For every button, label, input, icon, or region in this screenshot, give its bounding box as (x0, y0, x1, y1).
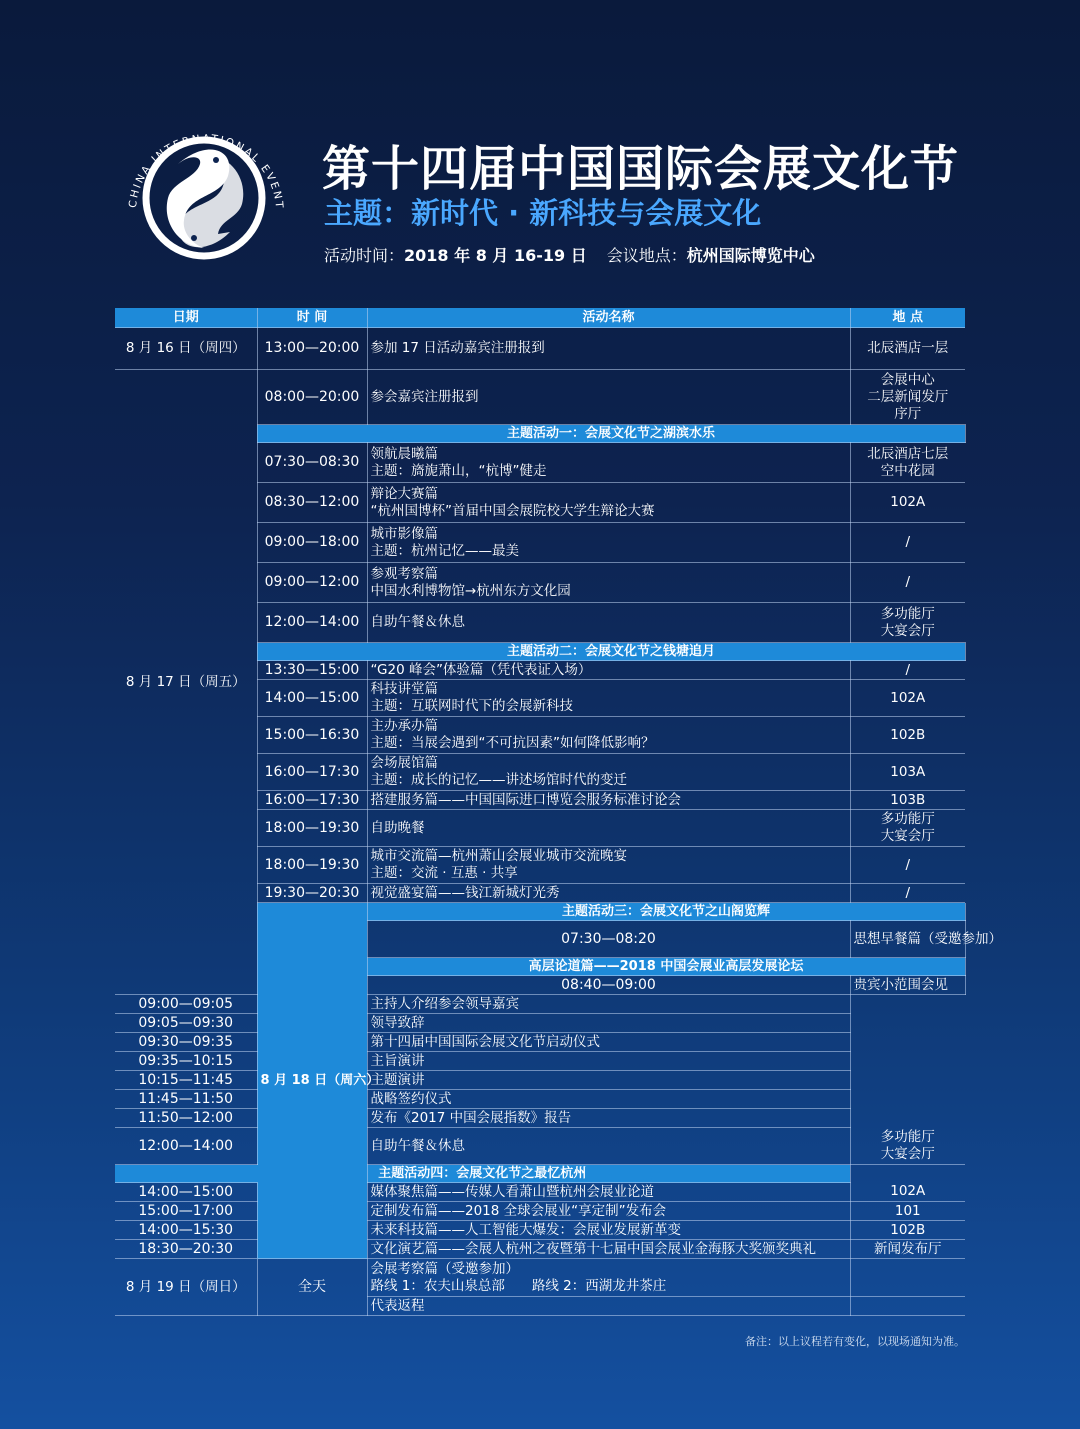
activity-cell (367, 1090, 850, 1109)
location-cell (850, 523, 965, 563)
table-row (115, 1033, 965, 1052)
activity-cell (367, 1014, 850, 1033)
time-cell: 13:30—15:00 (257, 661, 367, 680)
location-line: / (905, 856, 911, 873)
location-cell (850, 563, 965, 603)
activity-title: 领导致辞 (370, 1014, 425, 1031)
location-line: / (905, 534, 911, 550)
location-cell (850, 1183, 965, 1202)
time-value: 2018 年 8 月 16-19 日 (404, 246, 587, 265)
location-line: 大宴会厅 (880, 1145, 935, 1162)
theme-title: 主题活动二：会展文化节之钱塘追月 (257, 643, 965, 661)
table-row (115, 1052, 965, 1071)
location-line: 二层新闻发厅 (867, 388, 949, 405)
activity-title: 视觉盛宴篇——钱江新城灯光秀 (370, 884, 560, 901)
activity-detail: 主题：杭州记忆——最美 (370, 542, 519, 559)
activity-cell (367, 847, 850, 884)
table-row (115, 1240, 965, 1259)
activity-title: 参加 17 日活动嘉宾注册报到 (370, 340, 545, 356)
date-cell: 8 月 17 日（周五） (115, 370, 257, 995)
footnote: 备注：以上议程若有变化，以现场通知为准。 (745, 1335, 965, 1348)
activity-title: 发布《2017 中国会展指数》报告 (370, 1109, 572, 1126)
activity-title: 文化演艺篇——会展人杭州之夜暨第十七届中国会展业金海豚大奖颁奖典礼 (370, 1240, 816, 1257)
location-cell (850, 847, 965, 884)
activity-cell (367, 523, 850, 563)
location-cell (850, 1297, 965, 1316)
location-cell (850, 603, 965, 643)
activity-cell (367, 995, 850, 1014)
time-cell: 16:00—17:30 (257, 791, 367, 810)
theme-title: 主题活动一：会展文化节之湖滨水乐 (257, 425, 965, 443)
activity-title: 会场展馆篇 (370, 755, 438, 771)
location-cell (850, 810, 965, 847)
time-cell: 18:00—19:30 (257, 810, 367, 847)
location-cell (850, 443, 965, 483)
activity-cell (367, 563, 850, 603)
column-header-time: 时 间 (257, 308, 367, 328)
event-subtitle: 主题：新时代 · 新科技与会展文化 (324, 196, 762, 230)
table-row (115, 1183, 965, 1202)
activity-detail: 主题：交流 · 互惠 · 共享 (370, 865, 518, 881)
location-cell (850, 483, 965, 523)
location-line: 大宴会厅 (880, 828, 935, 844)
time-cell: 18:30—20:30 (115, 1240, 257, 1259)
location-cell (850, 680, 965, 717)
venue-label: 会议地点： (606, 246, 687, 265)
time-cell: 14:00—15:30 (115, 1221, 257, 1240)
activity-title: 代表返程 (370, 1297, 425, 1314)
column-header-location: 地 点 (850, 308, 965, 328)
event-info-line (324, 243, 815, 266)
date-cell: 8 月 16 日（周四） (115, 328, 257, 370)
activity-title: 参观考察篇 (370, 565, 438, 582)
activity-title: 思想早餐篇（受邀参加） (853, 930, 1002, 947)
activity-title: 战略签约仪式 (370, 1090, 452, 1107)
activity-cell (367, 1128, 850, 1165)
festival-logo (108, 98, 298, 288)
activity-cell (850, 921, 1002, 958)
location-line: 102B (890, 726, 926, 743)
activity-cell (367, 1221, 850, 1240)
time-cell: 07:30—08:30 (257, 443, 367, 483)
table-row (115, 1221, 965, 1240)
activity-title: 城市影像篇 (370, 525, 438, 542)
activity-cell (367, 443, 850, 483)
time-cell: 07:30—08:20 (367, 921, 850, 958)
theme-title: 主题活动三：会展文化节之山阁览辉 (367, 903, 965, 921)
activity-title: 主办承办篇 (370, 718, 438, 734)
location-line: 101 (894, 1202, 921, 1219)
activity-cell (367, 328, 850, 370)
activity-detail: “杭州国博杯”首届中国会展院校大学生辩论大赛 (370, 502, 655, 519)
activity-title: 自助午餐＆休息 (370, 614, 465, 630)
activity-cell (367, 1259, 850, 1297)
table-row (115, 1259, 965, 1297)
location-cell (850, 1221, 965, 1240)
activity-title: 未来科技篇——人工智能大爆发：会展业发展新革变 (370, 1221, 681, 1238)
table-row (115, 1109, 965, 1128)
activity-title: 领航晨曦篇 (370, 445, 438, 462)
activity-detail: 主题：旖旎萧山，“杭博”健走 (370, 462, 547, 479)
date-cell: 8 月 18 日（周六） (257, 903, 367, 1259)
activity-cell (367, 717, 850, 754)
activity-cell (367, 791, 850, 810)
activity-title: 自助晚餐 (370, 819, 425, 836)
table-row (115, 1071, 965, 1090)
time-label: 活动时间： (324, 246, 405, 265)
activity-cell (367, 1052, 850, 1071)
activity-title: 辩论大赛篇 (370, 485, 438, 502)
location-cell (850, 754, 965, 791)
time-cell: 09:00—12:00 (257, 563, 367, 603)
location-line: 102A (890, 1183, 926, 1200)
location-cell (850, 884, 965, 903)
time-cell: 全天 (257, 1259, 367, 1316)
time-cell: 14:00—15:00 (115, 1183, 257, 1202)
time-cell: 09:30—09:35 (115, 1033, 257, 1052)
time-cell: 09:00—18:00 (257, 523, 367, 563)
time-cell: 19:30—20:30 (257, 884, 367, 903)
activity-detail: 主题：当展会遇到“不可抗因素”如何降低影响？ (370, 735, 655, 751)
activity-cell (367, 680, 850, 717)
location-cell (850, 1202, 965, 1221)
activity-title: “G20 峰会”体验篇（凭代表证入场） (370, 661, 592, 678)
location-cell (850, 370, 965, 425)
time-cell: 14:00—15:00 (257, 680, 367, 717)
location-cell (850, 1240, 965, 1259)
time-cell: 11:50—12:00 (115, 1109, 257, 1128)
activity-cell (367, 603, 850, 643)
location-cell (850, 791, 965, 810)
time-cell: 13:00—20:00 (257, 328, 367, 370)
table-row (115, 1128, 965, 1165)
location-line: 102A (890, 494, 926, 510)
table-row (115, 1202, 965, 1221)
table-row (115, 328, 965, 370)
table-row (115, 370, 965, 425)
location-line: / (905, 884, 911, 901)
time-cell: 16:00—17:30 (257, 754, 367, 791)
location-line: / (905, 574, 911, 590)
activity-cell (367, 483, 850, 523)
table-row (115, 995, 965, 1014)
column-header-date: 日期 (115, 308, 257, 328)
activity-title: 搭建服务篇——中国国际进口博览会服务标准讨论会 (370, 791, 681, 808)
table-row (115, 1014, 965, 1033)
activity-cell (367, 1240, 850, 1259)
location-line: 序厅 (894, 405, 922, 422)
location-cell (850, 328, 965, 370)
activity-cell (367, 754, 850, 791)
time-cell: 09:35—10:15 (115, 1052, 257, 1071)
theme-row (115, 1165, 965, 1183)
location-cell (850, 1259, 965, 1297)
activity-cell (367, 661, 850, 680)
time-cell: 18:00—19:30 (257, 847, 367, 884)
column-header-activity: 活动名称 (367, 308, 850, 328)
time-cell: 15:00—16:30 (257, 717, 367, 754)
logo-arc-text: CHINA INTERNATIONAL EVENT (126, 132, 286, 211)
activity-title: 会展考察篇（受邀参加） (370, 1260, 519, 1277)
location-line: 多功能厅 (880, 605, 935, 622)
activity-cell (367, 1071, 850, 1090)
activity-title: 主旨演讲 (370, 1052, 425, 1069)
location-cell (850, 1128, 965, 1165)
activity-detail: 路线 1：农夫山泉总部 路线 2：西湖龙井茶庄 (370, 1277, 667, 1294)
location-line: 会展中心 (880, 371, 935, 388)
location-cell (850, 717, 965, 754)
activity-cell (367, 370, 850, 425)
time-cell: 09:00—09:05 (115, 995, 257, 1014)
location-line: 103A (890, 763, 926, 780)
theme-title: 高层论道篇——2018 中国会展业高层发展论坛 (367, 958, 965, 976)
schedule-table (115, 308, 1002, 1316)
theme-title: 主题活动四：会展文化节之最忆杭州 (115, 1165, 850, 1183)
activity-title: 贵宾小范围会见 (853, 976, 948, 993)
activity-cell (367, 1297, 850, 1316)
time-cell: 08:30—12:00 (257, 483, 367, 523)
time-cell: 08:40—09:00 (367, 976, 850, 995)
time-cell: 11:45—11:50 (115, 1090, 257, 1109)
time-cell: 09:05—09:30 (115, 1014, 257, 1033)
table-row (115, 1090, 965, 1109)
location-line: 多功能厅 (880, 811, 935, 827)
date-cell: 8 月 19 日（周日） (115, 1259, 257, 1316)
location-line: 新闻发布厅 (874, 1240, 942, 1257)
location-line: 北辰酒店一层 (867, 340, 949, 356)
venue-value: 杭州国际博览中心 (686, 246, 815, 265)
time-cell: 12:00—14:00 (257, 603, 367, 643)
location-line: 多功能厅 (880, 1128, 935, 1145)
location-cell (850, 661, 965, 680)
location-line: / (905, 661, 911, 678)
activity-title: 第十四届中国国际会展文化节启动仪式 (370, 1033, 600, 1050)
event-title: 第十四届中国国际会展文化节 (322, 141, 960, 197)
activity-cell (367, 1109, 850, 1128)
activity-title: 主题演讲 (370, 1071, 425, 1088)
activity-cell (367, 810, 850, 847)
table-header-row (115, 308, 965, 328)
activity-cell (367, 1033, 850, 1052)
time-cell: 10:15—11:45 (115, 1071, 257, 1090)
activity-cell (367, 884, 850, 903)
location-line: 大宴会厅 (880, 622, 935, 639)
activity-detail: 中国水利博物馆→杭州东方文化园 (370, 582, 571, 599)
location-line: 空中花园 (880, 462, 935, 479)
location-line: 103B (890, 791, 926, 808)
activity-detail: 主题：成长的记忆——讲述场馆时代的变迁 (370, 772, 627, 788)
activity-cell (850, 976, 965, 995)
activity-title: 定制发布篇——2018 全球会展业“享定制”发布会 (370, 1202, 667, 1219)
activity-title: 科技讲堂篇 (370, 681, 438, 697)
location-line: 北辰酒店七层 (867, 445, 949, 462)
activity-title: 媒体聚焦篇——传媒人看萧山暨杭州会展业论道 (370, 1183, 654, 1200)
time-cell: 08:00—20:00 (257, 370, 367, 425)
activity-title: 城市交流篇—杭州萧山会展业城市交流晚宴 (370, 848, 627, 864)
location-line: 102A (890, 689, 926, 706)
activity-title: 自助午餐＆休息 (370, 1137, 465, 1154)
activity-title: 主持人介绍参会领导嘉宾 (370, 995, 519, 1012)
activity-title: 参会嘉宾注册报到 (370, 388, 479, 405)
activity-detail: 主题：互联网时代下的会展新科技 (370, 698, 573, 714)
time-cell: 12:00—14:00 (115, 1128, 257, 1165)
activity-cell (367, 1183, 850, 1202)
activity-cell (367, 1202, 850, 1221)
location-line: 102B (890, 1221, 926, 1238)
time-cell: 15:00—17:00 (115, 1202, 257, 1221)
